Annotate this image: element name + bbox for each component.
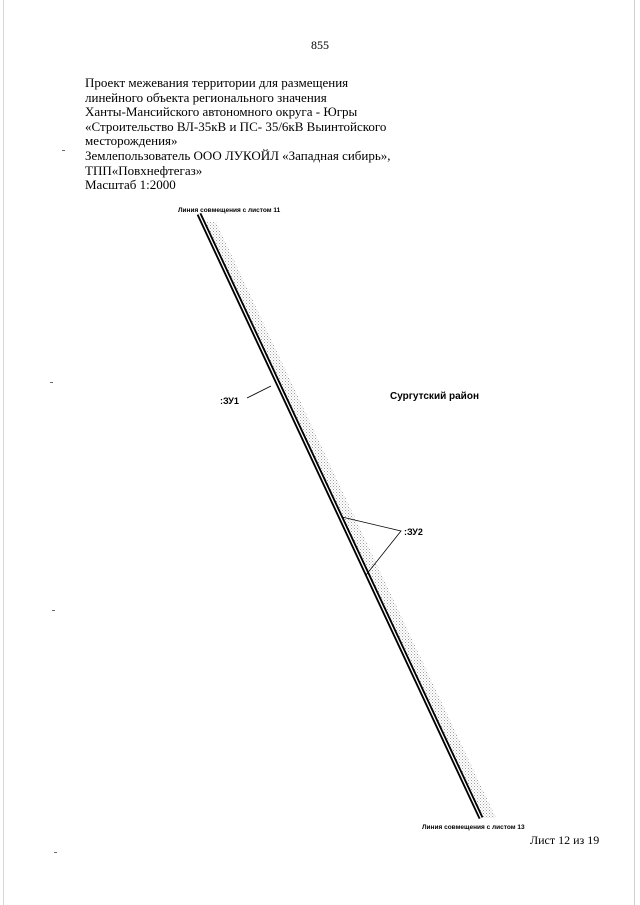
header-line: ТПП«Повхнефтегаз» bbox=[85, 162, 203, 178]
header-line: месторождения» bbox=[85, 133, 178, 149]
header-line: Проект межевания территории для размещения bbox=[85, 75, 349, 90]
bottom-alignment-label: Линия совмещения с листом 13 bbox=[422, 824, 525, 831]
page-number: 855 bbox=[311, 38, 329, 52]
top-alignment-label: Линия совмещения с листом 11 bbox=[178, 207, 281, 214]
zu1-leader bbox=[247, 386, 271, 398]
header-line: Землепользователь ООО ЛУКОЙЛ «Западная сибирь», bbox=[85, 147, 391, 163]
sheet-number: Лист 12 из 19 bbox=[530, 833, 600, 847]
header-line: Ханты-Мансийского автономного округа - Югры bbox=[85, 104, 358, 120]
scale-label: Масштаб 1:2000 bbox=[85, 177, 176, 193]
parcel-label-zu1: :ЗУ1 bbox=[220, 396, 239, 406]
header-line: «Строительство ВЛ-35кВ и ПС- 35/6кВ Выинтойского bbox=[85, 118, 387, 134]
parcel-label-zu2: :ЗУ2 bbox=[404, 527, 423, 537]
power-line-inner bbox=[199, 214, 481, 818]
district-label: Сургутский район bbox=[390, 391, 479, 402]
header-line: линейного объекта регионального значения bbox=[85, 89, 327, 105]
